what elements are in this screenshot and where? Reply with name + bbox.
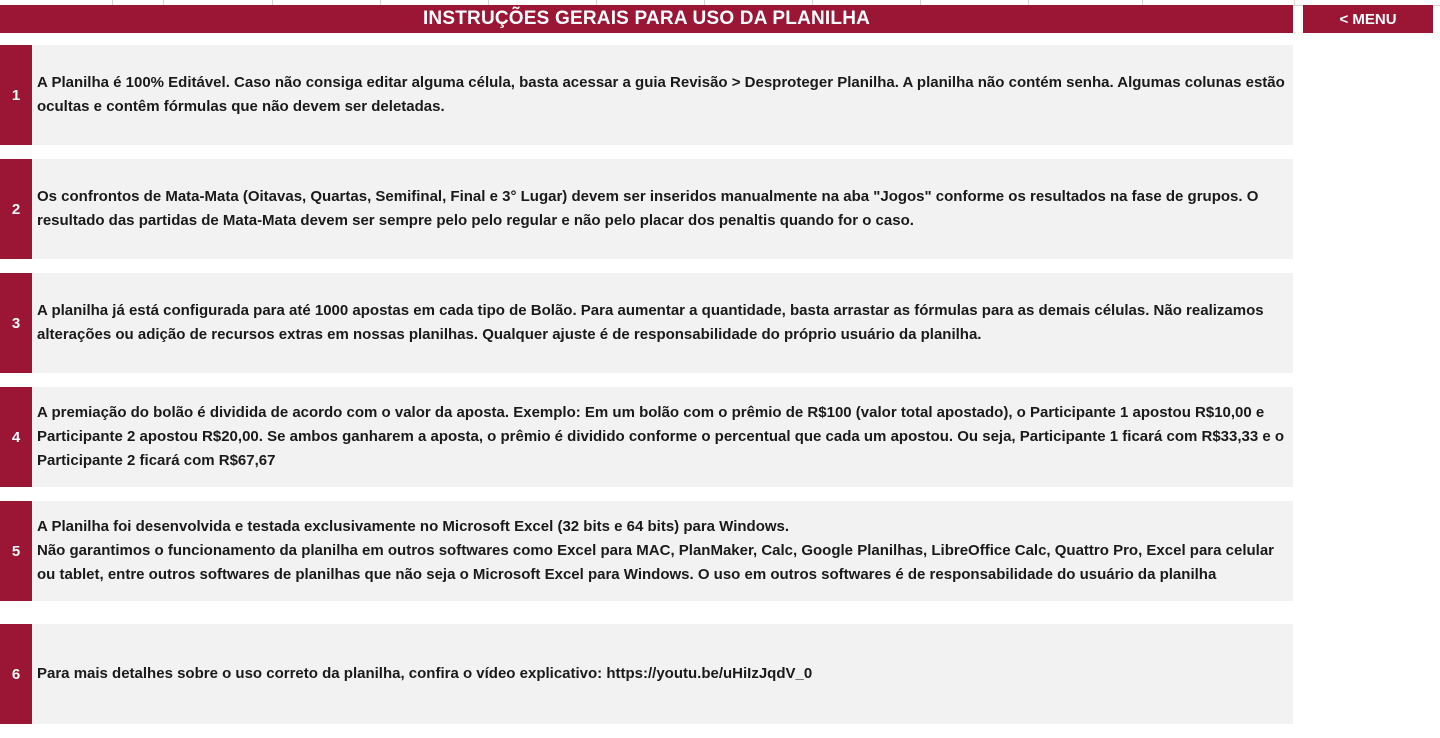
instruction-text: A Planilha é 100% Editável. Caso não consiga editar alguma célula, basta acessar a guia Revisão > Desproteger Planilha. A planilha não contém senha. Algumas colunas estão ocultas e contêm fórmulas que não devem ser deletadas. [37, 74, 1285, 115]
instruction-number: 1 [0, 45, 32, 145]
instruction-number: 3 [0, 273, 32, 373]
menu-button[interactable]: < MENU [1303, 5, 1433, 33]
instruction-text: A planilha já está configurada para até 1000 apostas em cada tipo de Bolão. Para aumentar a quantidade, basta arrastar as fórmulas para as demais células. Não realizamos alterações ou adição de recursos extras em nossas planilhas. Qualquer ajuste é de responsabilidade do próprio usuário da planilha. [37, 302, 1264, 343]
instruction-text: A Planilha foi desenvolvida e testada exclusivamente no Microsoft Excel (32 bits e 64 bits) para Windows. Não garantimos o funcionamento da planilha em outros softwares como Excel para MAC, PlanMaker, Calc, Google Planilhas, LibreOffice Calc, Quattro Pro, Excel para celular ou tablet, entre outros softwares de planilhas que não seja o Microsoft Excel para Windows. O uso em outros softwares é de responsabilidade do usuário da planilha [37, 518, 1275, 583]
instruction-text: Os confrontos de Mata-Mata (Oitavas, Quartas, Semifinal, Final e 3° Lugar) devem ser inseridos manualmente na aba "Jogos" conforme os resultados na fase de grupos. O resultado das partidas de Mata-Mata devem ser sempre pelo pelo regular e não pelo placar dos penaltis quando for o caso. [37, 188, 1259, 229]
instruction-number: 6 [0, 624, 32, 724]
instruction-row-6 [0, 624, 1293, 724]
instruction-number: 4 [0, 387, 32, 487]
instruction-text: A premiação do bolão é dividida de acordo com o valor da aposta. Exemplo: Em um bolão com o prêmio de R$100 (valor total apostado), o Participante 1 apostou R$10,00 e Participante 2 apostou R$20,00. Se ambos ganharem a aposta, o prêmio é dividido conforme o percentual que cada um apostou. Ou seja, Participante 1 ficará com R$33,33 e o Participante 2 ficará com R$67,67 [37, 404, 1285, 469]
instruction-row-1 [0, 45, 1293, 145]
instruction-row-4 [0, 387, 1293, 487]
instruction-row-3 [0, 273, 1293, 373]
instruction-number: 5 [0, 501, 32, 601]
instruction-text: Para mais detalhes sobre o uso correto da planilha, confira o vídeo explicativo: https://youtu.be/uHiIzJqdV_0 [37, 665, 813, 682]
page-title: INSTRUÇÕES GERAIS PARA USO DA PLANILHA [0, 5, 1293, 33]
instruction-number: 2 [0, 159, 32, 259]
instruction-row-2 [0, 159, 1293, 259]
instruction-row-5 [0, 501, 1293, 601]
